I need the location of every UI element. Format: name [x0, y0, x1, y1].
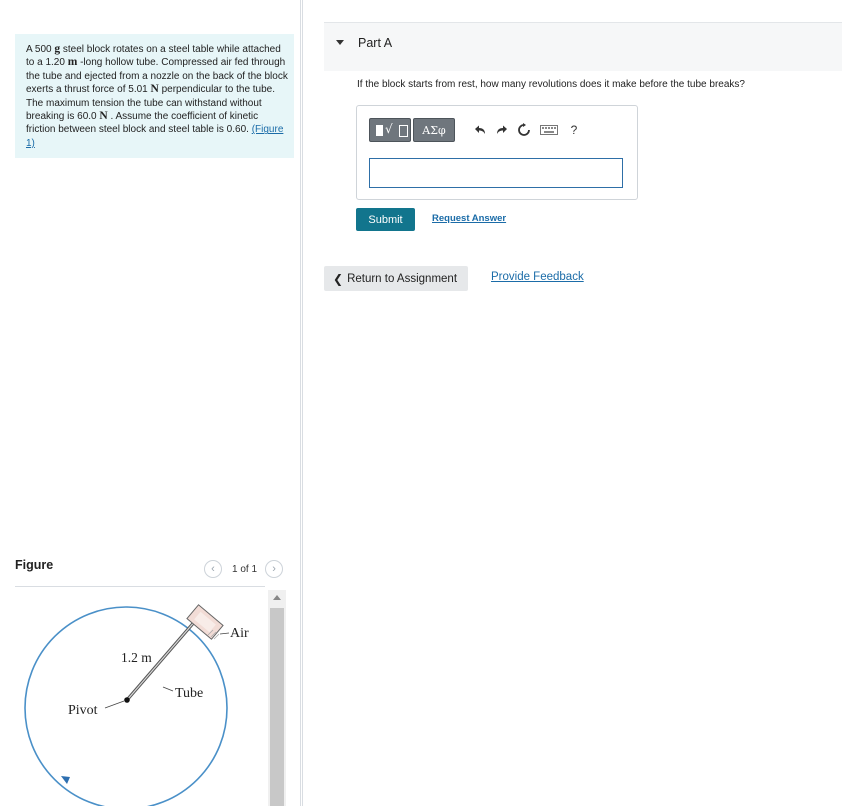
circular-path: [25, 607, 227, 806]
question-mark-icon: ?: [570, 123, 578, 137]
keyboard-icon: [540, 125, 558, 135]
problem-text-2: steel block rotates on a steel table while attached to a 1.20: [26, 44, 281, 69]
pivot-label: Pivot: [68, 703, 98, 718]
pane-divider: [300, 0, 301, 806]
chevron-right-icon: ›: [272, 562, 276, 575]
unit-m: m: [67, 56, 78, 69]
figure-pager: [204, 560, 283, 578]
problem-text-3: -long hollow tube. Compressed air fed through the tube and ejected from a nozzle on the back of the block exerts a thrust force of 5.01: [26, 57, 288, 96]
prev-figure-button[interactable]: [204, 560, 222, 578]
return-to-assignment-button[interactable]: [324, 266, 468, 291]
unit-n-1: N: [150, 83, 159, 96]
length-label: 1.2 m: [121, 650, 152, 665]
undo-button[interactable]: [469, 118, 491, 142]
problem-text-1: A 500: [26, 44, 55, 55]
help-button[interactable]: [563, 118, 585, 142]
problem-text-4: perpendicular to the tube. The maximum tension the tube can withstand without breaking is 60.0: [26, 84, 276, 123]
figure-title: Figure: [15, 558, 54, 572]
part-header[interactable]: [324, 22, 842, 71]
answer-panel: [356, 105, 638, 200]
figure-counter: 1 of 1: [232, 563, 258, 575]
tube-label: Tube: [175, 686, 204, 701]
redo-button[interactable]: [491, 118, 513, 142]
unit-g: g: [54, 43, 61, 55]
question-text: If the block starts from rest, how many revolutions does it make before the tube breaks?: [357, 79, 745, 90]
math-toolbar: [369, 117, 585, 143]
scroll-up-arrow-icon[interactable]: [273, 595, 281, 600]
problem-text-5: . Assume the coefficient of kinetic friction between steel block and steel table is 0.60.: [26, 111, 259, 136]
scrollbar-thumb[interactable]: [270, 608, 284, 806]
template-box-icon: [399, 125, 408, 137]
unit-n-2: N: [99, 110, 108, 123]
templates-button[interactable]: [369, 118, 411, 142]
problem-pane: [0, 0, 300, 806]
undo-icon: [474, 125, 486, 135]
pane-divider-inner: [302, 0, 303, 806]
radical-icon: √: [385, 122, 393, 136]
keyboard-button[interactable]: [535, 118, 563, 142]
submit-button[interactable]: Submit: [356, 208, 415, 231]
figure-link[interactable]: (Figure 1): [26, 124, 284, 149]
rotation-arrow-icon: [61, 776, 70, 784]
return-label: Return to Assignment: [347, 272, 458, 285]
request-answer-link[interactable]: Request Answer: [432, 213, 507, 224]
figure-divider: [15, 586, 265, 587]
part-title: Part A: [358, 36, 393, 50]
next-figure-button[interactable]: [265, 560, 283, 578]
reset-icon: [517, 123, 531, 137]
redo-icon: [496, 125, 508, 135]
figure-scrollbar[interactable]: [268, 590, 286, 806]
answer-input[interactable]: [369, 158, 623, 188]
figure-diagram: [15, 590, 267, 806]
chevron-left-icon: ❮: [333, 271, 344, 286]
reset-button[interactable]: [513, 118, 535, 142]
provide-feedback-link[interactable]: Provide Feedback: [491, 271, 584, 283]
template-block-icon: [376, 125, 383, 136]
caret-down-icon[interactable]: [336, 40, 344, 45]
greek-symbols-button[interactable]: ΑΣφ: [413, 118, 455, 142]
problem-statement: [15, 34, 294, 158]
pivot-point: [124, 697, 130, 703]
air-label: Air: [230, 626, 249, 641]
chevron-left-icon: ‹: [211, 562, 215, 575]
steel-block: [187, 605, 223, 639]
